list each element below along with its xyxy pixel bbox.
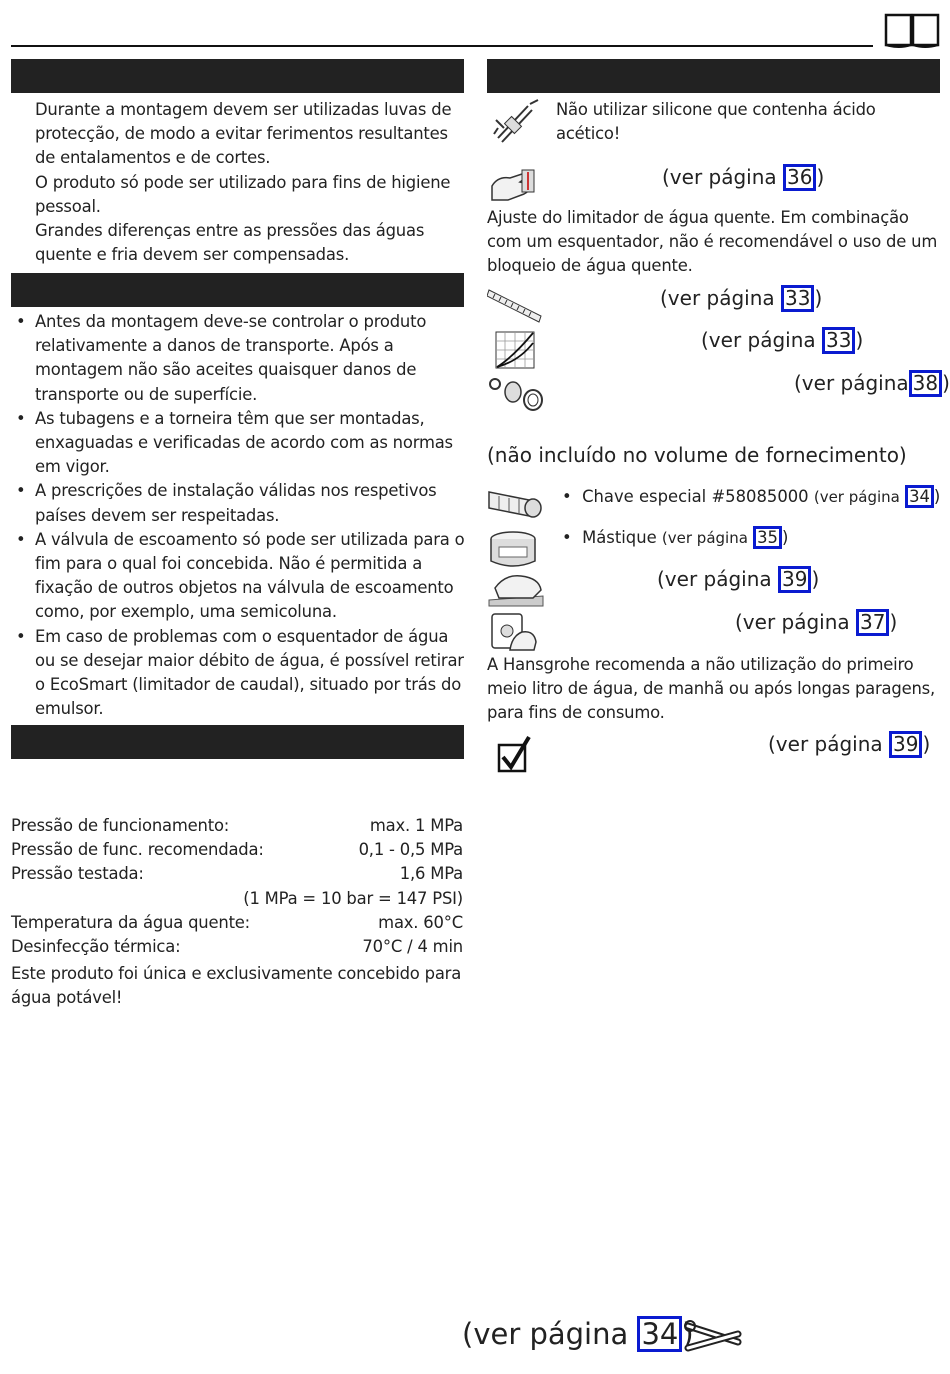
page-number-link[interactable]: 36 [783,164,816,191]
hot-water-hand-icon [488,164,540,206]
close-paren: ) [889,610,898,634]
spec-row [11,862,463,886]
see-page-text: (ver página [660,286,775,310]
spec-row [11,887,463,911]
right-section-header [487,59,940,93]
hot-limit-ref[interactable] [662,164,824,191]
spec-value: 0,1 - 0,5 MPa [358,840,463,860]
see-page-text: (ver página [813,488,900,506]
see-page-text: (ver página [735,610,850,634]
spec-value: 1,6 MPa [399,864,463,884]
technical-data-header [11,725,464,759]
spec-value: 70°C / 4 min [362,937,463,957]
spec-value: max. 1 MPa [369,816,463,835]
spec-row [11,935,463,959]
spec-label: Temperatura da água quente: [11,912,251,932]
flow-diagram-ref[interactable] [701,327,863,354]
list-item: • Antes da montagem deve-se controlar o produto relativamente a danos de transporte. Após a montagem não são aceites quaisquer danos de transporte ou de superfície. [11,310,466,407]
safety-paragraph: Grandes diferenças entre as pressões das águas quente e fria devem ser compensadas. [35,221,425,265]
page-number-link[interactable]: 39 [889,731,922,758]
manual-book-icon [884,11,940,49]
page-number-link[interactable]: 34 [637,1316,682,1352]
hot-water-note: Ajuste do limitador de água quente. Em combinação com um esquentador, não é recomendável o uso de um bloqueio de água quente. [487,208,938,276]
hansgrohe-note: A Hansgrohe recomenda a não utilização do primeiro meio litro de água, de manhã ou após longas paragens, para fins de consumo. [487,655,936,723]
close-paren: ) [942,371,950,395]
see-page-text: (ver página [794,371,909,395]
silicone-gun-icon [492,98,542,144]
close-paren: ) [814,286,823,310]
safety-paragraph: O produto só pode ser utilizado para fins de higiene pessoal. [35,172,451,216]
list-item: • A válvula de escoamento só pode ser utilizada para o fim para o qual foi concebida. Não é permitida a fixação de outros objetos na válvula de escoamento como, por exemplo, uma semicoluna. [11,528,466,625]
assembly-ref[interactable] [462,1316,694,1352]
see-page-text: (ver página [662,165,777,189]
close-paren: ) [922,732,931,756]
close-paren: ) [811,567,820,591]
list-item: • As tubagens e a torneira têm que ser montadas, enxaguadas e verificadas de acordo com as normas em vigor. [11,407,466,480]
cleaning-ref[interactable] [657,566,819,593]
silicone-note: Não utilizar silicone que contenha ácido acético! [556,100,876,144]
bullet: • [562,487,572,506]
special-key-tool-icon [485,486,545,522]
bullet: • [562,528,572,547]
test-certificate-ref[interactable] [768,731,930,758]
spare-parts-icon [487,374,545,414]
spec-label: Pressão testada: [11,864,144,884]
close-paren: ) [781,528,789,547]
mastic-label: Mástique [582,528,657,547]
page-number-link[interactable]: 34 [905,485,934,508]
notes-section-header [11,273,464,307]
spec-row [11,814,463,838]
safety-paragraph: Durante a montagem devem ser utilizadas luvas de protecção, de modo a evitar ferimentos resultantes de entalamentos e de cortes. [35,100,452,168]
spec-row [11,838,463,862]
see-page-text: (ver página [701,328,816,352]
spec-label: Pressão de funcionamento: [11,816,230,835]
specs-table [11,814,463,959]
mastic-tin-icon [487,527,539,571]
potable-water-note: Este produto foi única e exclusivamente concebido para água potável! [11,964,462,1008]
spec-row [11,911,463,935]
function-check-icon [490,610,538,652]
spec-label: Desinfecção térmica: [11,937,181,957]
special-key-ref[interactable] [562,485,940,508]
see-page-text: (ver página [462,1317,629,1351]
close-paren: ) [682,1317,694,1351]
function-ref[interactable] [735,609,897,636]
page-number-link[interactable]: 33 [781,285,814,312]
see-page-text: (ver página [657,567,772,591]
see-page-text: (ver página [768,732,883,756]
notes-list [11,310,466,721]
wrench-tools-icon [684,1318,742,1358]
page-number-link[interactable]: 33 [822,327,855,354]
cleaning-hand-icon [487,568,545,608]
page-number-link[interactable]: 35 [753,526,782,549]
safety-text [35,98,465,267]
close-paren: ) [816,165,825,189]
checkbox-checked-icon [497,735,531,773]
header-rule [11,45,873,47]
ruler-dimensions-icon [487,288,543,328]
page-number-link[interactable]: 37 [856,609,889,636]
flow-diagram-icon [495,331,535,369]
not-included-note: (não incluído no volume de fornecimento) [487,443,907,467]
dimensions-ref[interactable] [660,285,822,312]
spec-value: (1 MPa = 10 bar = 147 PSI) [243,888,463,908]
page-number-link[interactable]: 39 [778,566,811,593]
spare-parts-ref[interactable] [794,370,950,397]
special-key-label: Chave especial #58085000 [582,487,809,506]
page-number-link[interactable]: 38 [909,370,942,397]
close-paren: ) [855,328,864,352]
spec-label: Pressão de func. recomendada: [11,840,264,860]
spec-value: max. 60°C [378,912,463,932]
mastic-ref[interactable] [562,526,788,549]
see-page-text: (ver página [661,529,748,547]
list-item: • A prescrições de instalação válidas nos respetivos países devem ser respeitadas. [11,479,466,527]
close-paren: ) [933,487,941,506]
list-item: • Em caso de problemas com o esquentador de água ou se desejar maior débito de água, é possível retirar o EcoSmart (limitador de caudal), situado por trás do emulsor. [11,625,466,722]
safety-section-header [11,59,464,93]
